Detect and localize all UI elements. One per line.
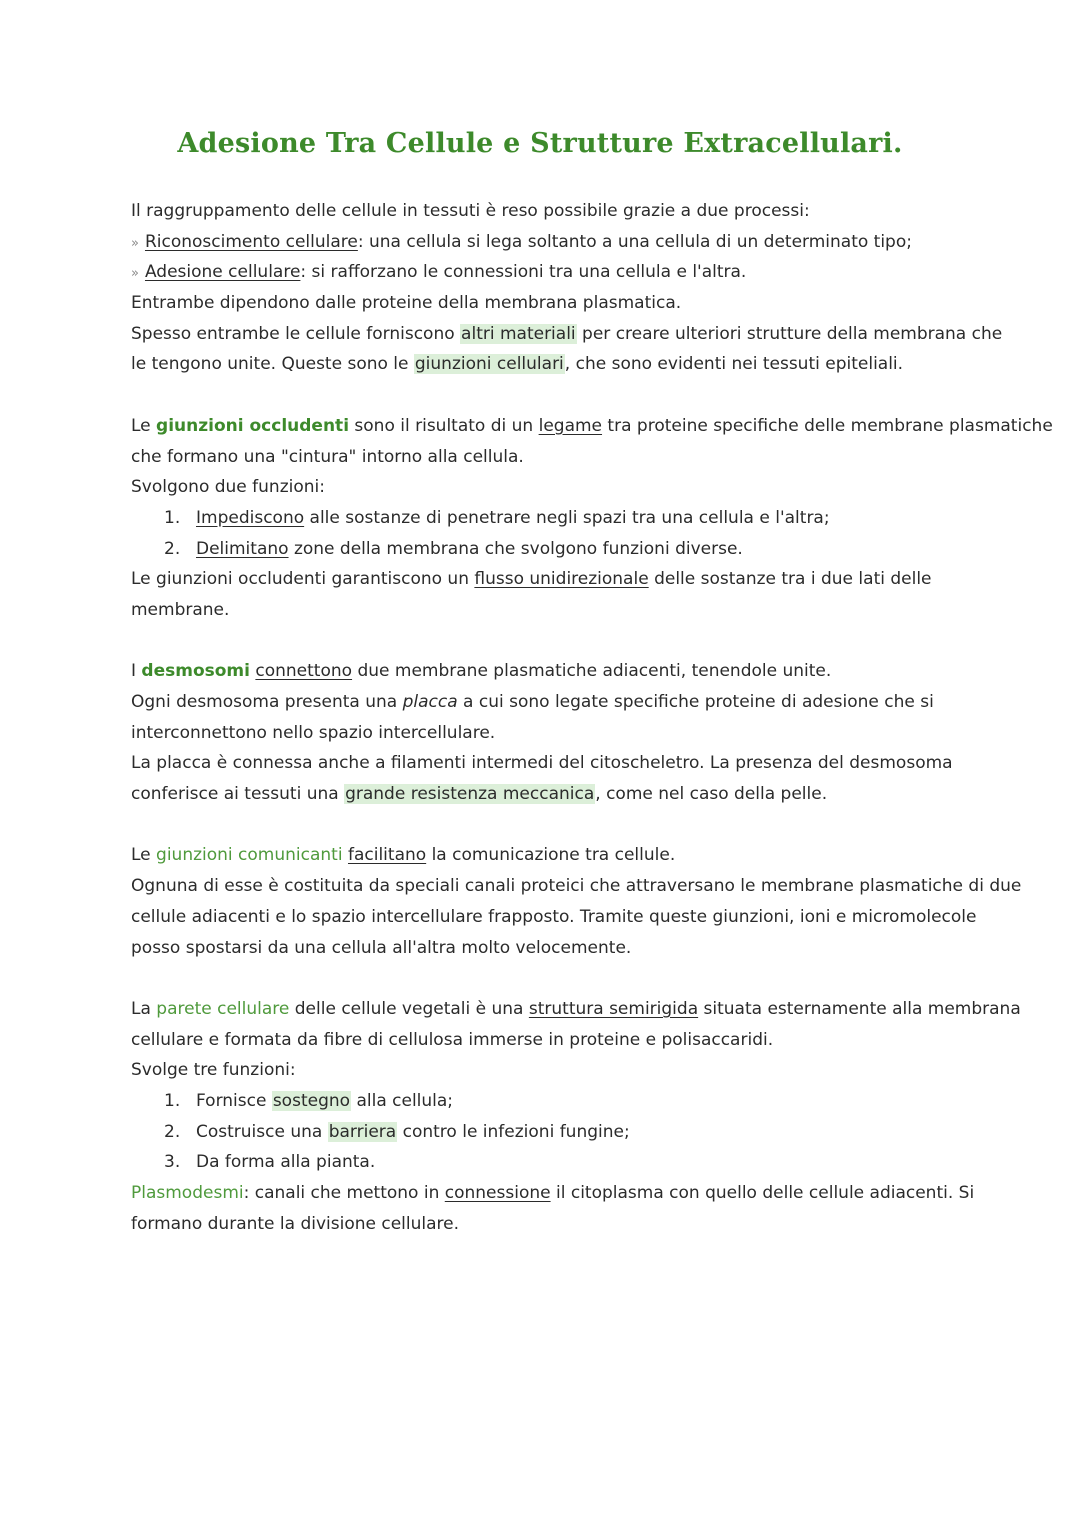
text: zone della membrana che svolgono funzioni diverse. xyxy=(288,538,743,559)
term-plasmodesmi: Plasmodesmi xyxy=(131,1183,244,1203)
paragraph-line xyxy=(131,1025,961,1056)
paragraph-line xyxy=(131,779,961,810)
text: la comunicazione tra cellule. xyxy=(426,845,676,866)
paragraph-line xyxy=(131,564,961,595)
text: il citoplasma con quello delle cellule adiacenti. Si xyxy=(550,1183,975,1203)
paragraph-line xyxy=(131,871,1022,902)
numbered-item xyxy=(131,503,961,534)
term-connessione: connessione xyxy=(444,1183,551,1203)
paragraph-line xyxy=(131,442,961,473)
document-body xyxy=(131,196,1053,1239)
item-number: 3. xyxy=(164,1152,181,1173)
text: Svolgono due funzioni: xyxy=(131,477,325,498)
term-delimitano: Delimitano xyxy=(196,538,289,559)
text: Le xyxy=(131,415,157,436)
paragraph-line xyxy=(131,1209,961,1240)
term-flusso-unidirezionale: flusso unidirezionale xyxy=(474,569,649,590)
text: delle cellule vegetali è una xyxy=(289,998,529,1019)
term-facilitano: facilitano xyxy=(347,845,427,866)
bullet-arrow-icon: » xyxy=(131,235,139,251)
paragraph-line xyxy=(131,840,961,871)
text: formano durante la divisione cellulare. xyxy=(131,1213,460,1234)
term-placca: placca xyxy=(402,692,458,712)
highlight-giunzioni-cellulari: giunzioni cellulari xyxy=(414,354,564,375)
text: , come nel caso della pelle. xyxy=(595,784,828,805)
text: posso spostarsi da una cellula all'altra molto velocemente. xyxy=(131,937,632,958)
text: situata esternamente alla membrana xyxy=(698,998,1021,1019)
text: Svolge tre funzioni: xyxy=(131,1060,296,1081)
term-giunzioni-occludenti: giunzioni occludenti xyxy=(156,415,350,436)
text: : una cellula si lega soltanto a una cellula di un determinato tipo; xyxy=(357,231,912,252)
term-connettono: connettono xyxy=(255,661,353,682)
text: Ognuna di esse è costituita da speciali canali proteici che attraversano le membrane plasmatiche di due xyxy=(131,876,1022,897)
spacer xyxy=(131,963,961,994)
paragraph-line xyxy=(131,288,961,319)
numbered-item xyxy=(131,1147,961,1178)
text: delle sostanze tra i due lati delle xyxy=(648,569,932,590)
text: conferisce ai tessuti una xyxy=(131,784,345,805)
spacer xyxy=(131,380,961,411)
paragraph-line xyxy=(131,196,961,227)
bullet-item-adesione xyxy=(131,257,961,288)
paragraph-line xyxy=(131,656,961,687)
paragraph-line xyxy=(131,718,961,749)
text: La xyxy=(131,998,157,1019)
term-giunzioni-comunicanti: giunzioni comunicanti xyxy=(156,845,343,866)
text: Le xyxy=(131,845,157,866)
text: contro le infezioni fungine; xyxy=(397,1121,630,1142)
term-impediscono: Impediscono xyxy=(196,507,305,528)
text: tra proteine specifiche delle membrane plasmatiche xyxy=(602,415,1053,436)
term-desmosomi: desmosomi xyxy=(141,661,250,682)
paragraph-line xyxy=(131,349,961,380)
term-parete-cellulare: parete cellulare xyxy=(156,998,290,1019)
text: interconnettono nello spazio intercellulare. xyxy=(131,722,496,743)
numbered-item xyxy=(131,534,961,565)
text: , che sono evidenti nei tessuti epiteliali. xyxy=(564,354,904,375)
text: alle sostanze di penetrare negli spazi tra una cellula e l'altra; xyxy=(304,507,830,528)
text: che formano una "cintura" intorno alla cellula. xyxy=(131,446,524,467)
document-title: Adesione Tra Cellule e Strutture Extracellulari. xyxy=(177,128,903,159)
item-number: 2. xyxy=(164,1121,181,1142)
numbered-item xyxy=(131,1117,961,1148)
text: Ogni desmosoma presenta una xyxy=(131,692,403,712)
term-struttura-semirigida: struttura semirigida xyxy=(528,998,699,1019)
text: La placca è connessa anche a filamenti intermedi del citoscheletro. La presenza del desmosoma xyxy=(131,753,953,774)
highlight-altri-materiali: altri materiali xyxy=(461,323,576,344)
text: due membrane plasmatiche adiacenti, tenendole unite. xyxy=(352,661,832,682)
text: Entrambe dipendono dalle proteine della membrana plasmatica. xyxy=(131,293,682,314)
paragraph-line xyxy=(131,748,961,779)
highlight-grande-resistenza: grande resistenza meccanica xyxy=(345,784,595,805)
text: Spesso entrambe le cellule forniscono xyxy=(131,323,461,344)
text: Fornisce xyxy=(196,1090,272,1111)
highlight-barriera: barriera xyxy=(328,1121,397,1142)
paragraph-line xyxy=(131,472,961,503)
bullet-item-riconoscimento xyxy=(131,227,961,258)
text: I xyxy=(131,661,142,682)
text: membrane. xyxy=(131,599,230,620)
item-number: 1. xyxy=(164,507,181,528)
bullet-arrow-icon: » xyxy=(131,266,139,282)
item-number: 2. xyxy=(164,538,181,559)
paragraph-line xyxy=(131,902,977,933)
term-riconoscimento: Riconoscimento cellulare xyxy=(144,231,358,252)
text: cellule adiacenti e lo spazio intercellulare frapposto. Tramite queste giunzioni, ioni e micromolecole xyxy=(131,906,977,927)
item-number: 1. xyxy=(164,1090,181,1111)
text: le tengono unite. Queste sono le xyxy=(131,354,414,375)
text: alla cellula; xyxy=(351,1090,454,1111)
paragraph-line xyxy=(131,319,1003,350)
text: : si rafforzano le connessioni tra una cellula e l'altra. xyxy=(300,262,747,283)
text: per creare ulteriori strutture della membrana che xyxy=(576,323,1003,344)
highlight-sostegno: sostegno xyxy=(272,1090,351,1111)
text: Costruisce una xyxy=(196,1121,328,1142)
paragraph-line xyxy=(131,687,961,718)
text: : canali che mettono in xyxy=(243,1183,445,1203)
spacer xyxy=(131,626,961,657)
paragraph-line xyxy=(131,595,961,626)
text: a cui sono legate specifiche proteine di adesione che si xyxy=(457,692,934,712)
text: cellulare e formata da fibre di cellulosa immerse in proteine e polisaccaridi. xyxy=(131,1029,774,1050)
paragraph-line xyxy=(131,411,1053,442)
text: sono il risultato di un xyxy=(349,415,539,436)
paragraph-line xyxy=(131,994,1021,1025)
paragraph-line xyxy=(131,933,961,964)
paragraph-line xyxy=(131,1055,961,1086)
text: Da forma alla pianta. xyxy=(196,1152,376,1173)
text: Le giunzioni occludenti garantiscono un xyxy=(131,569,475,590)
spacer xyxy=(131,810,961,841)
term-legame: legame xyxy=(538,415,603,436)
paragraph-line xyxy=(131,1178,975,1209)
numbered-item xyxy=(131,1086,961,1117)
term-adesione: Adesione cellulare xyxy=(144,262,301,283)
text: Il raggruppamento delle cellule in tessuti è reso possibile grazie a due processi: xyxy=(131,201,810,221)
